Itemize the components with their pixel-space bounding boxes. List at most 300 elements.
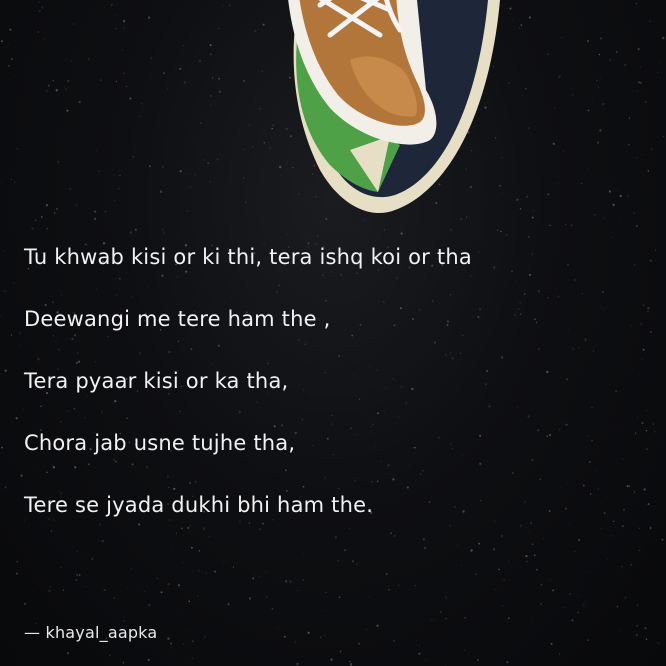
speckle	[594, 214, 595, 215]
speckle	[148, 604, 150, 606]
speckle	[625, 597, 627, 599]
speckle	[189, 630, 190, 631]
speckle	[540, 584, 542, 586]
speckle	[259, 576, 260, 577]
speckle	[197, 595, 198, 596]
speckle	[243, 178, 244, 179]
speckle	[214, 571, 216, 573]
speckle	[621, 573, 622, 574]
speckle	[41, 216, 43, 218]
speckle	[495, 589, 497, 591]
speckle	[9, 29, 11, 31]
speckle	[83, 652, 84, 653]
speckle	[552, 639, 553, 640]
speckle	[649, 260, 651, 262]
speckle	[596, 80, 597, 81]
poem-line-4: Chora jab usne tujhe tha,	[24, 431, 296, 455]
speckle	[3, 290, 5, 292]
speckle	[172, 192, 173, 193]
speckle	[446, 598, 447, 599]
speckle	[559, 653, 560, 654]
speckle	[233, 566, 234, 567]
speckle	[398, 585, 399, 586]
speckle	[181, 611, 182, 612]
speckle	[646, 430, 648, 432]
speckle	[1, 182, 2, 183]
speckle	[76, 574, 78, 576]
speckle	[529, 16, 531, 18]
speckle	[549, 225, 551, 227]
speckle	[119, 175, 121, 177]
speckle	[16, 417, 18, 419]
speckle	[307, 632, 309, 634]
speckle	[519, 28, 521, 30]
speckle	[662, 539, 664, 541]
speckle	[190, 186, 191, 187]
speckle	[118, 188, 119, 189]
speckle	[654, 431, 656, 433]
speckle	[647, 307, 649, 309]
speckle	[587, 40, 589, 42]
speckle	[48, 85, 50, 87]
speckle	[289, 581, 291, 583]
speckle	[192, 640, 194, 642]
author-signature: — khayal_aapka	[24, 623, 158, 642]
speckle	[123, 662, 125, 664]
speckle	[445, 596, 446, 597]
speckle	[63, 589, 64, 590]
speckle	[617, 190, 618, 191]
speckle	[630, 574, 631, 575]
speckle	[503, 579, 504, 580]
speckle	[298, 625, 299, 626]
speckle	[50, 586, 51, 587]
speckle	[302, 579, 304, 581]
speckle	[386, 573, 388, 575]
speckle	[619, 630, 620, 631]
speckle	[582, 604, 584, 606]
speckle	[217, 158, 219, 160]
speckle	[96, 150, 97, 151]
speckle	[126, 86, 128, 88]
speckle	[188, 600, 190, 602]
speckle	[210, 95, 212, 97]
speckle	[552, 590, 554, 592]
speckle	[393, 640, 395, 642]
speckle	[254, 574, 255, 575]
speckle	[24, 603, 26, 605]
speckle	[416, 640, 417, 641]
speckle	[1, 40, 3, 42]
speckle	[194, 138, 195, 139]
speckle	[640, 82, 642, 84]
speckle	[608, 181, 609, 182]
speckle	[31, 228, 33, 230]
speckle	[628, 144, 630, 146]
speckle	[461, 565, 462, 566]
speckle	[39, 2, 40, 3]
speckle	[182, 643, 184, 645]
speckle	[662, 37, 664, 39]
speckle	[71, 61, 72, 62]
speckle	[17, 148, 18, 149]
speckle	[528, 127, 530, 129]
speckle	[76, 579, 77, 580]
speckle	[162, 166, 164, 168]
speckle	[589, 572, 590, 573]
speckle	[419, 645, 420, 646]
speckle	[54, 212, 55, 213]
speckle	[144, 591, 145, 592]
speckle	[88, 58, 90, 60]
speckle	[629, 118, 630, 119]
speckle	[634, 213, 635, 214]
speckle	[41, 7, 43, 9]
speckle	[35, 220, 37, 222]
speckle	[600, 37, 602, 39]
speckle	[508, 617, 510, 619]
speckle	[624, 64, 626, 66]
speckle	[139, 116, 140, 117]
speckle	[317, 235, 319, 237]
speckle	[330, 658, 332, 660]
speckle	[53, 80, 54, 81]
speckle	[401, 233, 403, 235]
speckle	[640, 66, 641, 67]
speckle	[563, 151, 564, 152]
speckle	[565, 224, 566, 225]
speckle	[620, 195, 622, 197]
speckle	[516, 199, 518, 201]
speckle	[636, 634, 638, 636]
speckle	[187, 210, 189, 212]
speckle	[46, 90, 47, 91]
speckle	[571, 619, 573, 621]
speckle	[599, 129, 601, 131]
speckle	[297, 590, 298, 591]
poem-text	[24, 246, 644, 556]
poem-line-2: Deewangi me tere ham the ,	[24, 307, 331, 331]
speckle	[528, 236, 530, 238]
speckle	[536, 569, 538, 571]
speckle	[246, 574, 247, 575]
speckle	[637, 604, 638, 605]
speckle	[352, 560, 354, 562]
speckle	[39, 585, 40, 586]
speckle	[85, 586, 86, 587]
speckle	[577, 595, 578, 596]
speckle	[229, 4, 231, 6]
speckle	[16, 573, 18, 575]
speckle	[553, 143, 555, 145]
speckle	[525, 88, 527, 90]
speckle	[123, 73, 124, 74]
speckle	[540, 603, 542, 605]
speckle	[602, 103, 604, 105]
speckle	[366, 629, 368, 631]
poem-line-3: Tera pyaar kisi or ka tha,	[24, 369, 289, 393]
speckle	[644, 627, 646, 629]
speckle	[64, 87, 65, 88]
speckle	[265, 572, 266, 573]
speckle	[266, 596, 267, 597]
speckle	[550, 579, 551, 580]
speckle	[284, 636, 286, 638]
speckle	[114, 598, 115, 599]
speckle	[617, 606, 619, 608]
speckle	[14, 76, 15, 77]
speckle	[547, 53, 549, 55]
speckle	[167, 583, 169, 585]
speckle	[426, 660, 427, 661]
speckle	[209, 181, 210, 182]
speckle	[74, 24, 75, 25]
speckle	[464, 617, 466, 619]
speckle	[124, 27, 125, 28]
speckle	[376, 625, 378, 627]
speckle	[609, 190, 611, 192]
speckle	[415, 585, 416, 586]
speckle	[647, 170, 649, 172]
speckle	[570, 593, 571, 594]
speckle	[502, 605, 504, 607]
speckle	[4, 486, 6, 488]
speckle	[285, 580, 287, 582]
speckle	[123, 20, 125, 22]
speckle	[311, 235, 312, 236]
speckle	[350, 663, 352, 665]
speckle	[223, 5, 224, 6]
poem-line-5: Tere se jyada dukhi bhi ham the.	[24, 493, 374, 517]
speckle	[621, 566, 623, 568]
speckle	[337, 559, 339, 561]
speckle	[647, 410, 648, 411]
speckle	[245, 201, 246, 202]
speckle	[90, 68, 91, 69]
speckle	[18, 567, 19, 568]
speckle	[592, 101, 593, 102]
speckle	[210, 53, 212, 55]
speckle	[11, 179, 12, 180]
speckle	[356, 563, 358, 565]
speckle	[477, 659, 479, 661]
speckle	[17, 561, 18, 562]
speckle	[91, 558, 93, 560]
speckle	[43, 38, 45, 40]
speckle	[8, 65, 10, 67]
speckle	[224, 561, 225, 562]
speckle	[131, 568, 132, 569]
speckle	[116, 28, 117, 29]
speckle	[1, 315, 2, 316]
speckle	[178, 584, 180, 586]
speckle	[210, 104, 211, 105]
speckle	[171, 647, 172, 648]
speckle	[39, 10, 41, 12]
skateboard-shoe-illustration	[250, 0, 510, 230]
speckle	[59, 230, 60, 231]
speckle	[8, 43, 9, 44]
speckle	[278, 628, 279, 629]
speckle	[340, 651, 342, 653]
speckle	[508, 561, 509, 562]
speckle	[60, 566, 61, 567]
speckle	[1, 447, 3, 449]
speckle	[78, 101, 80, 103]
speckle	[200, 122, 201, 123]
speckle	[48, 590, 50, 592]
speckle	[151, 58, 152, 59]
speckle	[57, 161, 58, 162]
speckle	[199, 60, 201, 62]
speckle	[585, 215, 586, 216]
speckle	[646, 638, 648, 640]
speckle	[148, 659, 150, 661]
speckle	[228, 603, 230, 605]
speckle	[350, 590, 351, 591]
speckle	[179, 68, 181, 70]
speckle	[46, 204, 48, 206]
speckle	[100, 80, 101, 81]
speckle	[113, 174, 114, 175]
speckle	[46, 228, 48, 230]
speckle	[38, 31, 40, 33]
speckle	[571, 225, 573, 227]
speckle	[19, 332, 20, 333]
speckle	[149, 165, 151, 167]
speckle	[148, 16, 150, 18]
speckle	[587, 639, 589, 641]
speckle	[636, 157, 638, 159]
speckle	[296, 663, 298, 665]
speckle	[507, 661, 509, 663]
speckle	[381, 628, 382, 629]
speckle	[612, 204, 614, 206]
speckle	[325, 592, 326, 593]
speckle	[183, 562, 184, 563]
speckle	[20, 475, 22, 477]
speckle	[76, 204, 78, 206]
speckle	[604, 218, 605, 219]
speckle	[616, 51, 618, 53]
speckle	[648, 503, 650, 505]
speckle	[558, 75, 560, 77]
speckle	[287, 234, 288, 235]
speckle	[646, 448, 647, 449]
speckle	[135, 229, 137, 231]
speckle	[532, 620, 533, 621]
speckle	[191, 173, 192, 174]
speckle	[638, 81, 640, 83]
speckle	[141, 103, 143, 105]
speckle	[210, 44, 212, 46]
speckle	[546, 236, 547, 237]
speckle	[127, 587, 128, 588]
speckle	[294, 641, 296, 643]
speckle	[243, 80, 245, 82]
speckle	[369, 596, 370, 597]
speckle	[11, 335, 12, 336]
speckle	[547, 193, 549, 195]
speckle	[170, 643, 172, 645]
speckle	[163, 72, 165, 74]
speckle	[206, 573, 207, 574]
speckle	[647, 310, 649, 312]
speckle	[581, 183, 582, 184]
speckle	[22, 610, 23, 611]
speckle	[94, 218, 96, 220]
speckle	[349, 661, 351, 663]
speckle	[520, 208, 522, 210]
speckle	[115, 15, 116, 16]
speckle	[67, 80, 69, 82]
speckle	[94, 210, 96, 212]
speckle	[20, 345, 21, 346]
speckle	[500, 231, 502, 233]
speckle	[320, 637, 321, 638]
speckle	[644, 101, 646, 103]
speckle	[533, 210, 535, 212]
speckle	[600, 78, 601, 79]
speckle	[607, 559, 609, 561]
speckle	[65, 89, 66, 90]
speckle	[163, 232, 165, 234]
speckle	[204, 636, 206, 638]
speckle	[111, 4, 113, 6]
speckle	[5, 369, 7, 371]
speckle	[627, 195, 629, 197]
speckle	[114, 95, 115, 96]
speckle	[599, 54, 601, 56]
speckle	[636, 225, 638, 227]
speckle	[130, 231, 132, 233]
speckle	[66, 110, 68, 112]
speckle	[104, 589, 106, 591]
speckle	[122, 49, 123, 50]
speckle	[651, 148, 653, 150]
speckle	[218, 28, 219, 29]
poem-line-1: Tu khwab kisi or ki thi, tera ishq koi or tha	[24, 245, 472, 269]
speckle	[207, 162, 209, 164]
speckle	[219, 91, 221, 93]
speckle	[598, 86, 599, 87]
speckle	[563, 607, 564, 608]
speckle	[263, 242, 265, 244]
speckle	[69, 188, 71, 190]
speckle	[526, 561, 528, 563]
speckle	[649, 21, 650, 22]
speckle	[114, 200, 115, 201]
speckle	[446, 618, 447, 619]
speckle	[655, 249, 656, 250]
speckle	[434, 620, 435, 621]
speckle	[637, 91, 638, 92]
speckle	[157, 578, 158, 579]
speckle	[67, 652, 69, 654]
speckle	[440, 611, 442, 613]
speckle	[79, 574, 81, 576]
speckle	[431, 620, 432, 621]
speckle	[116, 81, 117, 82]
speckle	[358, 643, 360, 645]
speckle	[577, 612, 579, 614]
speckle	[597, 142, 599, 144]
speckle	[212, 77, 214, 79]
speckle	[630, 564, 632, 566]
speckle	[162, 229, 163, 230]
speckle	[243, 149, 244, 150]
speckle	[132, 156, 134, 158]
